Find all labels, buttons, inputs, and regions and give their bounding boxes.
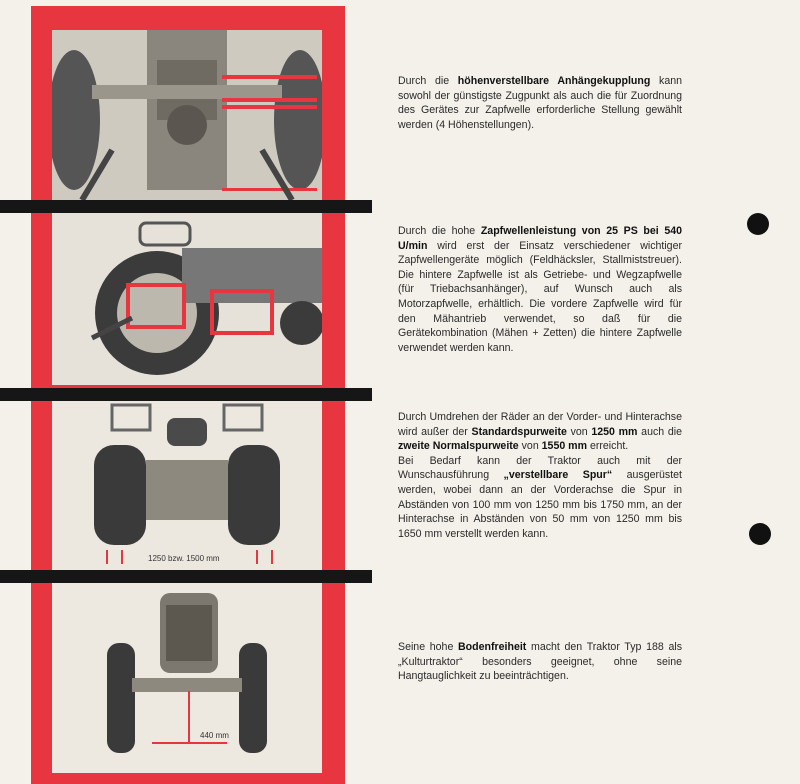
body-text: kann sowohl der günstigste Zugpunkt als auch die für Zuordnung des Gerätes zur Zapfwelle erforderliche Stellung gewählt werden (4 Höhenstellungen). <box>398 75 682 131</box>
body-text: auch die <box>637 425 682 438</box>
photo-rear-hitch <box>52 30 322 200</box>
body-text: Bei Bedarf kann der Traktor auch mit der Wunschausführung <box>398 454 682 482</box>
body-text: von <box>566 425 592 438</box>
body-text: Durch Umdrehen der Räder an der Vorder- und Hinterachse wird außer der <box>398 411 682 438</box>
bold-text: Bodenfreiheit <box>458 641 527 653</box>
body-text: erreicht. <box>587 440 629 453</box>
divider-bar-2 <box>0 388 372 401</box>
bold-text: höhenverstellbare Anhängekupplung <box>457 75 651 87</box>
bold-text: 1550 mm <box>541 440 588 453</box>
divider-bar-1 <box>0 200 372 213</box>
divider-bar-3 <box>0 570 372 583</box>
text-hitch <box>398 74 682 132</box>
body-text: wird erst der Einsatz verschiedener wichtiger Zapfwellengeräte möglich (Feldhäcksler, Stallmiststreuer). Die hintere Zapfwelle ist als Getriebe- und Wegzapfwelle (für Triebachsanhänger), auf Wunsch auch als Motorzapfwelle, erhältlich. Die vordere Zapfwelle wird für den Mähantrieb verwendet, so daß für die Gerätekombination (Mähen + Zetten) die hintere Zapfwelle verwendet werden kann. <box>398 239 682 354</box>
text-pto <box>398 224 682 355</box>
text-track-width-p2 <box>398 454 682 542</box>
bold-text: Standardspurweite <box>471 425 567 438</box>
text-track-width <box>398 410 682 541</box>
photo-track-width <box>52 400 322 570</box>
body-text: von <box>518 440 542 453</box>
bold-text: „verstellbare Spur“ <box>503 469 613 482</box>
ground-clearance-label: 440 mm <box>200 731 229 740</box>
body-text: macht den Traktor Typ 188 als „Kulturtraktor“ besonders geeignet, ohne seine Hangtauglichkeit zu beeinträchtigen. <box>398 641 682 683</box>
text-ground-clearance <box>398 640 682 684</box>
body-text: ausgerüstet werden, wobei dann an der Vorderachse die Spur in Abständen von 100 mm von 1250 mm bis 1750 mm, an der Hinterachse in Abständen von 50 mm von 1250 mm bis 1650 mm verstellt werden kann. <box>398 469 682 540</box>
body-text: Durch die <box>398 75 458 87</box>
body-text: Durch die hohe <box>398 225 481 237</box>
punch-hole-bottom <box>749 523 771 545</box>
body-text: Seine hohe <box>398 641 459 653</box>
bold-text: 1250 mm <box>591 425 638 438</box>
bold-text: Zapfwellenleistung von 25 PS bei 540 U/min <box>398 225 682 252</box>
punch-hole-top <box>747 213 769 235</box>
bold-text: zweite Normalspurweite <box>398 440 519 453</box>
photo-ground-clearance <box>52 583 322 773</box>
track-width-label: 1250 bzw. 1500 mm <box>148 554 220 563</box>
photo-side-pto <box>52 213 322 385</box>
text-track-width-p1 <box>398 410 682 454</box>
